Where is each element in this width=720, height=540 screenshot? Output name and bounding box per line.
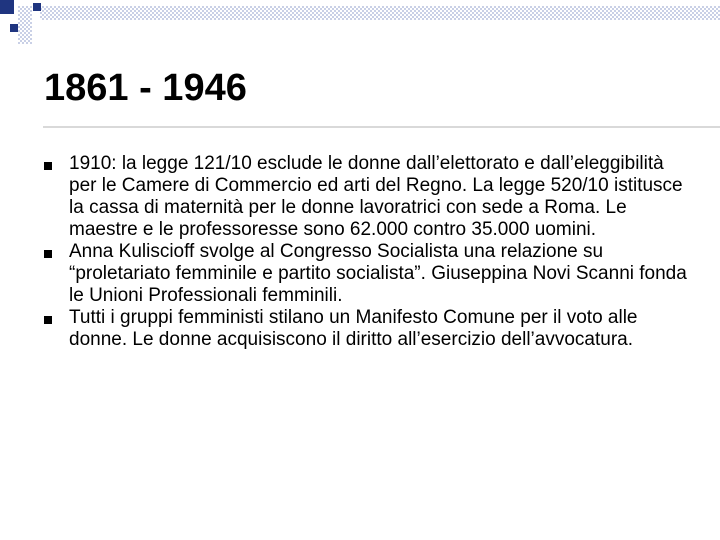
ornament-band-top <box>40 6 720 20</box>
bullet-list <box>44 153 694 351</box>
bullet-item-3 <box>44 307 694 351</box>
slide-title: 1861 - 1946 <box>44 67 247 109</box>
title-divider <box>43 126 720 128</box>
square-bullet-icon <box>44 250 52 258</box>
ornament-square-main <box>0 0 14 14</box>
bullet-text-2: Anna Kuliscioff svolge al Congresso Socialista una relazione su “proletariato femminile e partito socialista”. Giuseppina Novi Scanni fonda le Unioni Professionali femminili. <box>69 241 687 306</box>
square-bullet-icon <box>44 162 52 170</box>
square-bullet-icon <box>44 316 52 324</box>
bullet-item-1 <box>44 153 694 241</box>
bullet-text-1: 1910: la legge 121/10 esclude le donne dall’elettorato e dall’eleggibilità per le Camere di Commercio ed arti del Regno. La legge 520/10 istitusce la cassa di maternità per le donne lavoratrici con sede a Roma. Le maestre e le professoresse sono 62.000 contro 35.000 uomini. <box>69 153 683 240</box>
ornament-square-top <box>33 3 41 11</box>
ornament-square-small <box>10 24 18 32</box>
ornament-band-left <box>18 6 32 44</box>
bullet-text-3: Tutti i gruppi femministi stilano un Manifesto Comune per il voto alle donne. Le donne acquisiscono il diritto all’esercizio dell’avvocatura. <box>69 307 638 350</box>
corner-ornament <box>0 0 720 44</box>
bullet-item-2 <box>44 241 694 307</box>
